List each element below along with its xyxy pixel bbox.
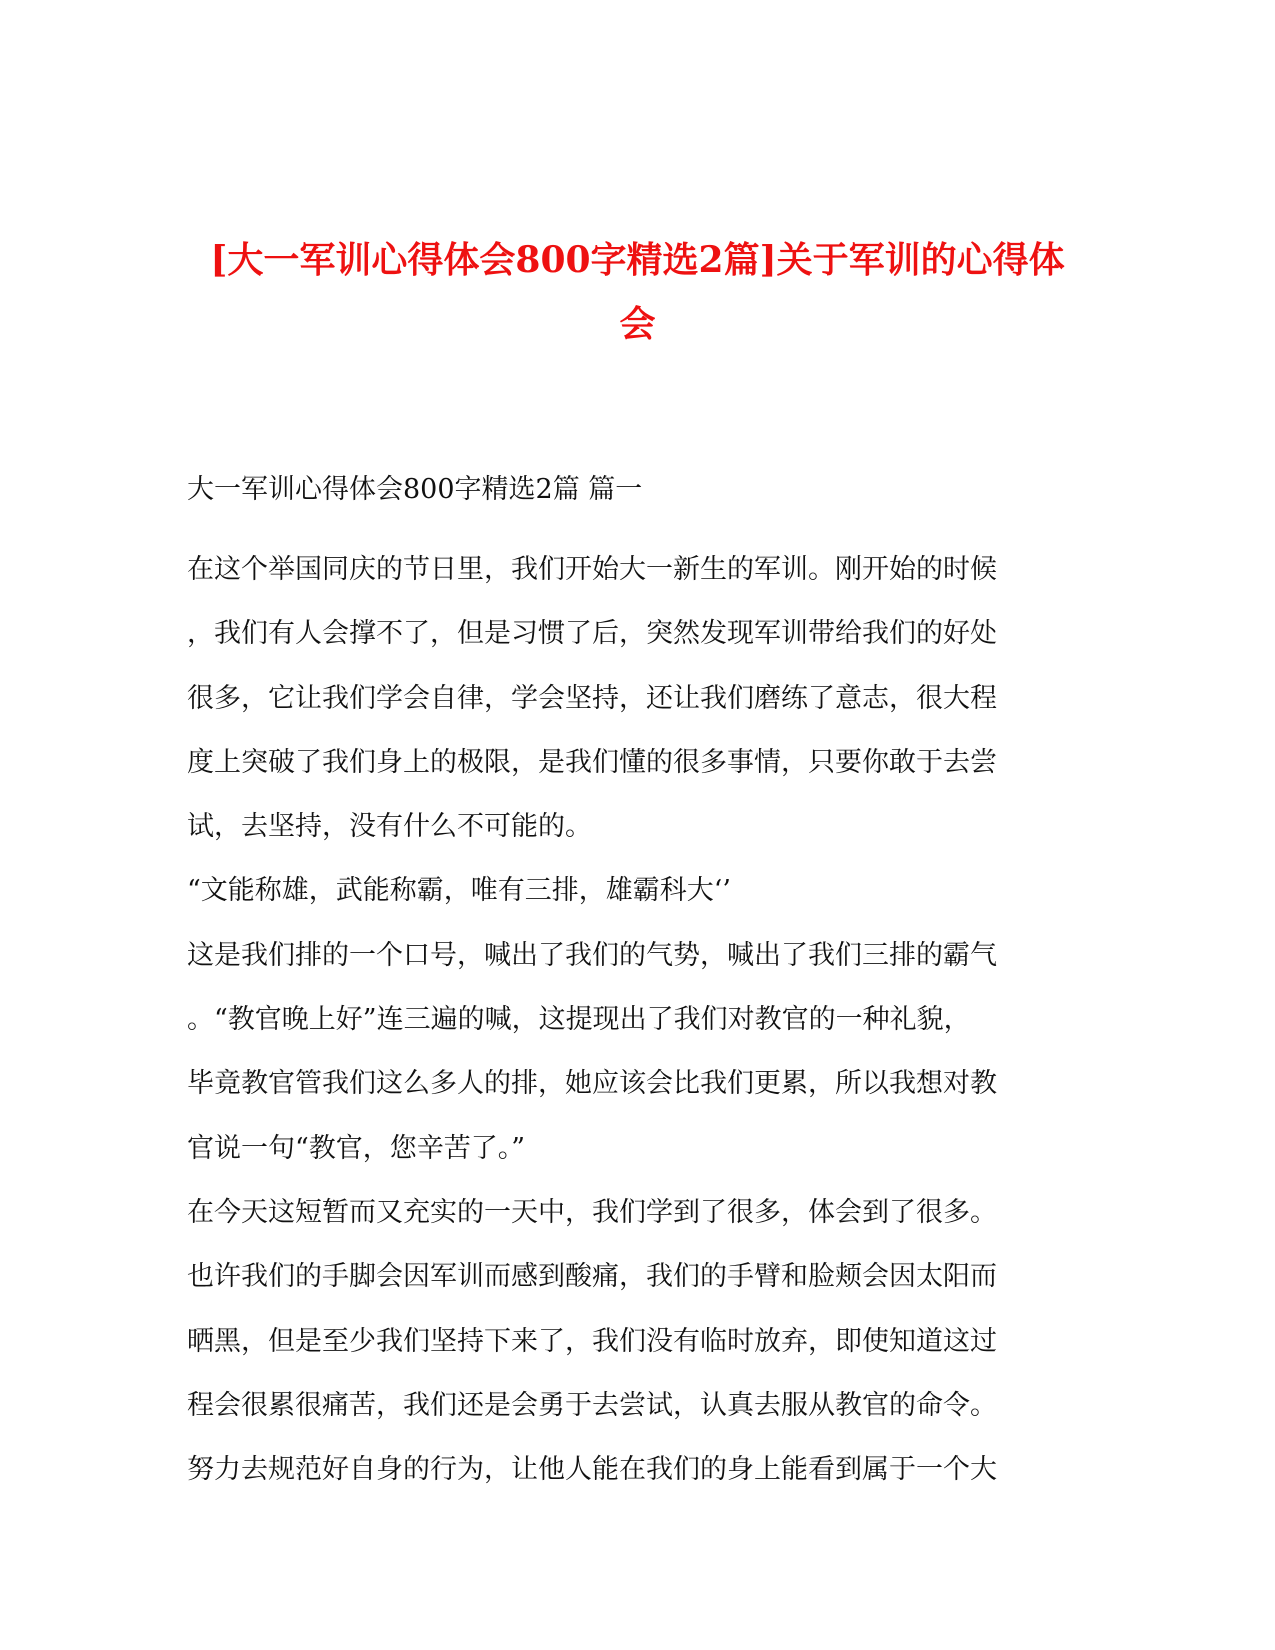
document-title: [150, 228, 1125, 356]
text-line: 。“教官晚上好”连三遍的喊，这提现出了我们对教官的一种礼貌，: [187, 1004, 971, 1036]
text-line: ，我们有人会撑不了，但是习惯了后，突然发现军训带给我们的好处: [187, 618, 997, 650]
text-line: 官说一句“教官，您辛苦了。”: [187, 1132, 526, 1164]
text-line: 这是我们排的一个口号，喊出了我们的气势，喊出了我们三排的霸气: [187, 939, 997, 971]
text-line: 度上突破了我们身上的极限，是我们懂的很多事情，只要你敢于去尝: [187, 746, 997, 778]
text-line: 也许我们的手脚会因军训而感到酸痛，我们的手臂和脸颊会因太阳而: [187, 1261, 997, 1293]
title-line-1: [大一军训心得体会800字精选2篇]关于军训的心得体: [210, 239, 1065, 281]
document-body: [187, 470, 1087, 1502]
text-line: 毕竟教官管我们这么多人的排，她应该会比我们更累，所以我想对教: [187, 1068, 997, 1100]
text-line: 在这个举国同庆的节日里，我们开始大一新生的军训。刚开始的时候: [187, 554, 997, 585]
section-heading: 大一军训心得体会800字精选2篇 篇一: [187, 474, 643, 505]
text-line: “文能称雄，武能称霸，唯有三排，雄霸科大‘’: [187, 875, 731, 907]
text-line: 在今天这短暂而又充实的一天中，我们学到了很多，体会到了很多。: [187, 1196, 997, 1228]
text-line: 程会很累很痛苦，我们还是会勇于去尝试，认真去服从教官的命令。: [187, 1389, 997, 1421]
text-line: 试，去坚持，没有什么不可能的。: [187, 811, 592, 843]
text-line: 很多，它让我们学会自律，学会坚持，还让我们磨练了意志，很大程: [187, 682, 997, 714]
text-line: 努力去规范好自身的行为，让他人能在我们的身上能看到属于一个大: [187, 1454, 997, 1486]
text-line: 晒黑，但是至少我们坚持下来了，我们没有临时放弃，即使知道这过: [187, 1325, 997, 1357]
title-line-2: 会: [619, 303, 656, 345]
